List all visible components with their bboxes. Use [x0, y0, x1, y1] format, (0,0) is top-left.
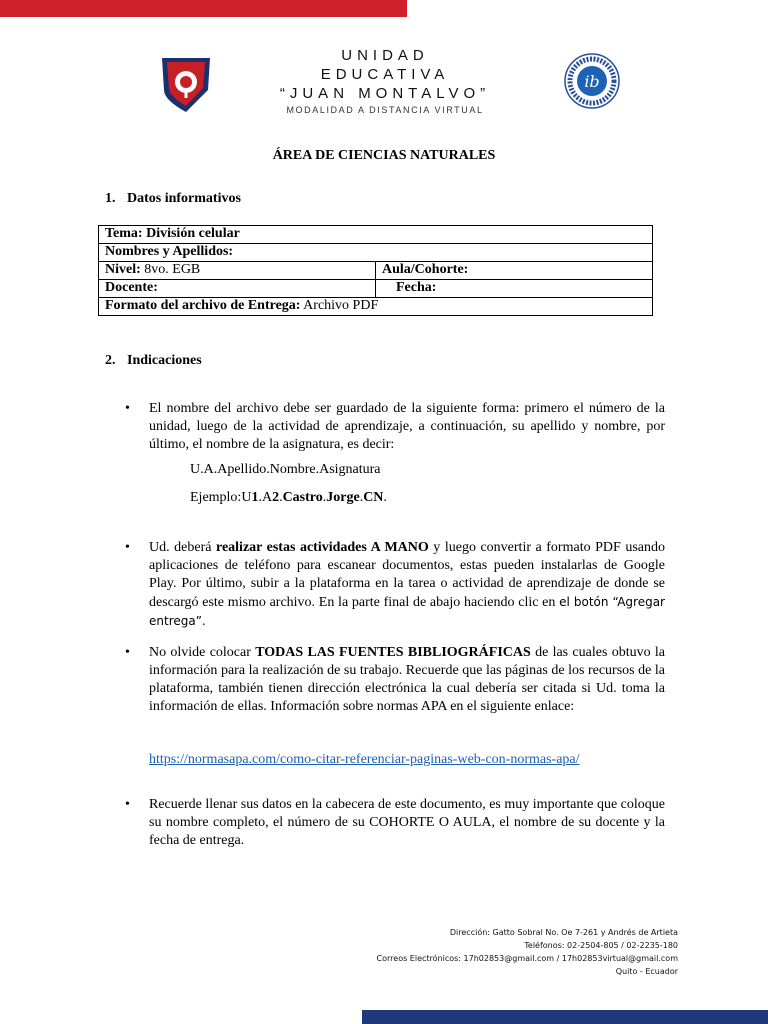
example-dot: .: [322, 490, 327, 505]
tema-value: División celular: [142, 226, 240, 241]
example-a: .A: [258, 490, 273, 505]
school-crest-logo: [158, 52, 214, 112]
bullet-2-rest: y luego convertir a formato PDF usando aplicaciones de teléfono para escanear documentos, estas pueden instalarlas de Google Play. Por último, subir a la plataforma en la tarea o actividad de aprendizaje de donde se descargó este mismo archivo. En la parte final de abajo haciendo clic en: [149, 540, 665, 610]
docente-cell: [99, 280, 376, 298]
example-name: Jorge: [326, 490, 360, 505]
footer-emails: Correos Electrónicos: 17h02853@gmail.com / 17h02853virtual@gmail.com: [376, 954, 678, 963]
apa-link[interactable]: https://normasapa.com/como-citar-referenciar-paginas-web-con-normas-apa/: [149, 752, 580, 767]
table-row: [99, 262, 653, 280]
tema-label: Tema:: [105, 226, 143, 241]
nivel-cell: [99, 262, 376, 280]
footer-contact: [377, 926, 678, 978]
example-surname: Castro: [282, 490, 323, 505]
format-line: U.A.Apellido.Nombre.Asignatura: [190, 462, 381, 477]
fecha-label: Fecha:: [396, 280, 437, 295]
example-end: .: [383, 490, 387, 505]
example-unit: 1: [251, 490, 259, 505]
header-subtitle: MODALIDAD A DISTANCIA VIRTUAL: [286, 105, 484, 115]
table-row: [99, 244, 653, 262]
table-row: [99, 226, 653, 244]
nombres-cell: [99, 244, 653, 262]
example-activity: 2: [272, 490, 280, 505]
section-1-heading: [105, 191, 241, 207]
list-item: [125, 400, 665, 454]
nombres-label: Nombres y Apellidos:: [105, 244, 234, 259]
aula-cell: [376, 262, 653, 280]
section-2-heading: [105, 353, 202, 369]
area-title: ÁREA DE CIENCIAS NATURALES: [272, 148, 496, 163]
formato-cell: [99, 298, 653, 316]
formato-value: Archivo PDF: [300, 298, 379, 313]
list-item: [125, 539, 665, 631]
footer-phones: Teléfonos: 02-2504-805 / 02-2235-180: [524, 941, 678, 950]
top-red-bar: [0, 0, 407, 17]
bullet-2-bold: realizar estas actividades A MANO: [215, 540, 429, 555]
school-header: [270, 46, 500, 115]
bullet-3-bold: TODAS LAS FUENTES BIBLIOGRÁFICAS: [255, 645, 531, 660]
bullet-3-start: No olvide colocar: [149, 645, 256, 660]
nivel-label: Nivel:: [105, 262, 141, 277]
svg-text:ib: ib: [584, 72, 600, 91]
example-dot: .: [279, 490, 283, 505]
section-1-number: 1.: [105, 191, 116, 206]
bullet-2-button-ref: el botón “Agregar entrega”.: [149, 595, 665, 628]
bullet-icon: •: [125, 645, 130, 660]
bullet-icon: •: [125, 401, 130, 416]
header-line-1: UNIDAD: [341, 47, 429, 64]
list-item: [125, 644, 665, 716]
section-2-number: 2.: [105, 353, 116, 368]
bullet-3-text: [149, 644, 665, 716]
nivel-value: 8vo. EGB: [140, 262, 201, 277]
tema-cell: [99, 226, 653, 244]
bullet-1-text: El nombre del archivo debe ser guardado de la siguiente forma: primero el número de la unidad, luego de la actividad de aprendizaje, a continuación, su apellido y nombre, por último, el nombre de la asignatura, es decir:: [149, 401, 665, 452]
bottom-blue-bar: [362, 1010, 768, 1024]
section-1-title: Datos informativos: [127, 191, 241, 206]
header-line-2: EDUCATIVA: [320, 66, 450, 83]
fecha-cell: [376, 280, 653, 298]
bullet-3-rest: de las cuales obtuvo la información para la realización de su trabajo. Recuerde que las páginas de los recursos de la plataforma, también tienen dirección electrónica la cual debería ser citada si Ud. toma la información de ellas. Información sobre normas APA en el siguiente enlace:: [149, 645, 665, 714]
example-line: [190, 490, 387, 506]
example-subject: CN: [363, 490, 384, 505]
header-line-3: “JUAN MONTALVO”: [279, 85, 491, 102]
bullet-icon: •: [125, 540, 130, 555]
section-2-title: Indicaciones: [127, 353, 202, 368]
formato-label: Formato del archivo de Entrega:: [105, 298, 301, 313]
aula-label: Aula/Cohorte:: [382, 262, 469, 277]
bullet-2-text: [149, 539, 665, 631]
table-row: [99, 298, 653, 316]
example-prefix: Ejemplo:U: [190, 490, 252, 505]
list-item: [125, 796, 665, 850]
footer-address: Dirección: Gatto Sobral No. Oe 7-261 y Andrés de Artieta: [449, 928, 678, 937]
bullet-2-start: Ud. deberá: [149, 540, 216, 555]
bullet-icon: •: [125, 797, 130, 812]
table-row: [99, 280, 653, 298]
footer-city: Quito - Ecuador: [615, 967, 678, 976]
bullet-4-text: Recuerde llenar sus datos en la cabecera de este documento, es muy importante que coloque su nombre completo, el número de su COHORTE O AULA, el nombre de su docente y la fecha de entrega.: [149, 797, 665, 848]
example-dot: .: [359, 490, 364, 505]
ib-world-school-logo: [563, 52, 621, 110]
docente-label: Docente:: [105, 280, 158, 295]
student-info-table: [98, 225, 653, 316]
